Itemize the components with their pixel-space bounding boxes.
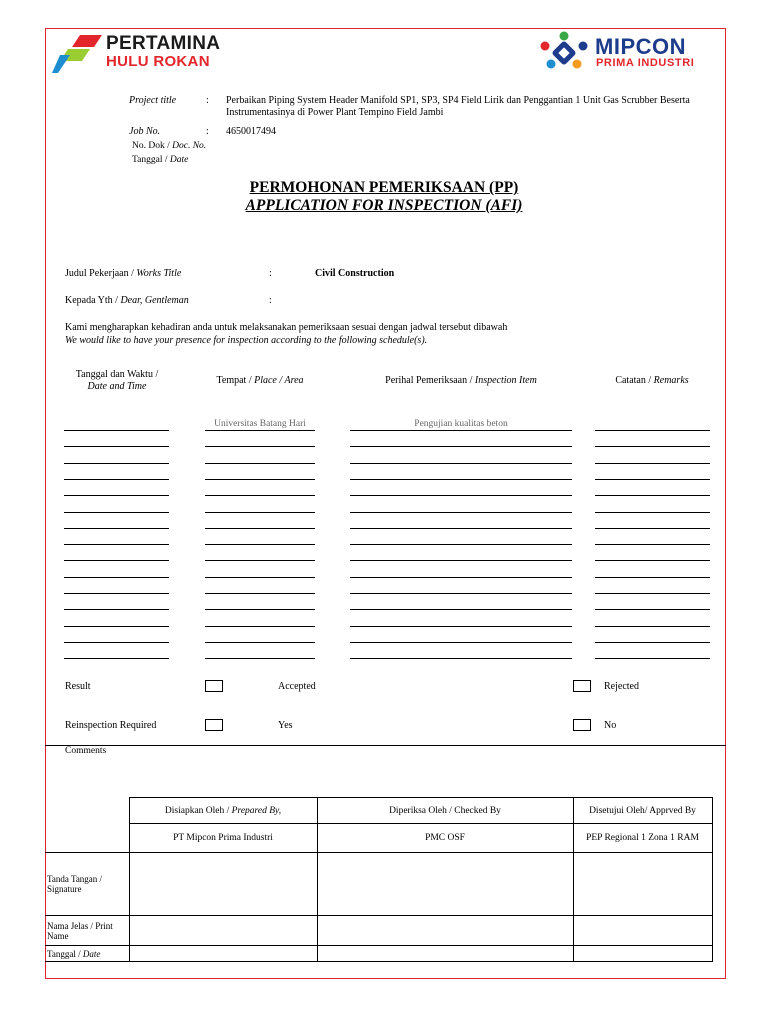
row1-place: Universitas Batang Hari: [214, 419, 306, 429]
schedule-line-place: [205, 512, 315, 513]
header-remarks: Catatan / Remarks: [615, 375, 689, 386]
schedule-line-date: [64, 495, 169, 496]
schedule-line-remarks: [595, 528, 710, 529]
schedule-line-item: [350, 560, 572, 561]
schedule-line-place: [205, 430, 315, 431]
schedule-line-item: [350, 593, 572, 594]
schedule-line-remarks: [595, 463, 710, 464]
schedule-line-place: [205, 609, 315, 610]
dear-label: Kepada Yth / Dear, Gentleman: [65, 295, 189, 306]
schedule-line-place: [205, 626, 315, 627]
schedule-line-date: [64, 463, 169, 464]
schedule-line-date: [64, 512, 169, 513]
prima-industri-name: PRIMA INDUSTRI: [596, 57, 695, 69]
schedule-line-place: [205, 593, 315, 594]
header-date-time: Tanggal dan Waktu / Date and Time: [75, 369, 159, 392]
checked-name-cell[interactable]: [317, 916, 573, 946]
schedule-line-place: [205, 577, 315, 578]
approved-by-header: Disetujui Oleh/ Apprved By: [573, 798, 712, 824]
schedule-line-item: [350, 479, 572, 480]
schedule-line-date: [64, 446, 169, 447]
schedule-line-date: [64, 430, 169, 431]
schedule-line-remarks: [595, 577, 710, 578]
schedule-line-remarks: [595, 560, 710, 561]
checked-company: PMC OSF: [317, 824, 573, 853]
schedule-line-item: [350, 512, 572, 513]
works-title-value: Civil Construction: [315, 268, 395, 279]
schedule-line-date: [64, 626, 169, 627]
schedule-line-item: [350, 642, 572, 643]
title-english: APPLICATION FOR INSPECTION (AFI): [245, 197, 523, 214]
reinspection-label: Reinspection Required: [65, 720, 157, 731]
prepared-date-cell[interactable]: [129, 946, 317, 962]
schedule-line-date: [64, 544, 169, 545]
sig-empty-corner: [45, 798, 129, 824]
prepared-name-cell[interactable]: [129, 916, 317, 946]
project-title-label: Project title: [129, 95, 177, 106]
project-title-colon: :: [206, 95, 209, 106]
schedule-line-date: [64, 658, 169, 659]
checked-date-cell[interactable]: [317, 946, 573, 962]
approved-name-cell[interactable]: [573, 916, 712, 946]
schedule-line-place: [205, 446, 315, 447]
date-row-label: Tanggal / Date: [45, 946, 129, 962]
rejected-checkbox[interactable]: [573, 680, 591, 692]
mipcon-logo: [537, 30, 712, 74]
prepared-by-header: Disiapkan Oleh / Prepared By,: [129, 798, 317, 824]
job-no-label: Job No.: [129, 126, 161, 137]
schedule-line-item: [350, 463, 572, 464]
sig-empty-corner-2: [45, 824, 129, 853]
schedule-line-item: [350, 544, 572, 545]
works-title-label: Judul Pekerjaan / Works Title: [65, 268, 182, 279]
no-checkbox[interactable]: [573, 719, 591, 731]
job-no-value: 4650017494: [226, 126, 276, 137]
schedule-line-place: [205, 642, 315, 643]
schedule-line-item: [350, 528, 572, 529]
prepared-company: PT Mipcon Prima Industri: [129, 824, 317, 853]
job-no-colon: :: [206, 126, 209, 137]
title-indonesian: PERMOHONAN PEMERIKSAAN (PP): [249, 179, 519, 196]
schedule-line-date: [64, 479, 169, 480]
schedule-line-remarks: [595, 658, 710, 659]
result-label: Result: [65, 681, 91, 692]
approved-company: PEP Regional 1 Zona 1 RAM: [573, 824, 712, 853]
signature-table: [45, 797, 713, 962]
schedule-line-date: [64, 642, 169, 643]
accepted-checkbox[interactable]: [205, 680, 223, 692]
schedule-line-date: [64, 528, 169, 529]
checked-signature-cell[interactable]: [317, 853, 573, 916]
intro-english: We would like to have your presence for inspection according to the following schedule(s).: [65, 335, 428, 346]
checked-by-header: Diperiksa Oleh / Checked By: [317, 798, 573, 824]
schedule-line-date: [64, 593, 169, 594]
signature-row-label: Tanda Tangan / Signature: [45, 853, 129, 916]
schedule-line-remarks: [595, 430, 710, 431]
schedule-line-item: [350, 495, 572, 496]
comments-label: Comments: [65, 746, 107, 756]
schedule-line-place: [205, 463, 315, 464]
accepted-label: Accepted: [278, 681, 316, 692]
prepared-signature-cell[interactable]: [129, 853, 317, 916]
schedule-line-item: [350, 577, 572, 578]
schedule-line-item: [350, 626, 572, 627]
schedule-line-remarks: [595, 512, 710, 513]
schedule-line-place: [205, 544, 315, 545]
mipcon-emblem-icon: [537, 30, 591, 74]
schedule-line-remarks: [595, 626, 710, 627]
pertamina-name: PERTAMINA: [106, 33, 221, 54]
schedule-line-place: [205, 528, 315, 529]
rejected-label: Rejected: [604, 681, 639, 692]
intro-indonesian: Kami mengharapkan kehadiran anda untuk melaksanakan pemeriksaan sesuai dengan jadwal tersebut dibawah: [65, 322, 508, 333]
no-label: No: [604, 720, 617, 731]
mipcon-name: MIPCON: [595, 34, 686, 59]
pertamina-emblem-icon: [52, 33, 104, 75]
pertamina-logo: [52, 33, 222, 77]
header-place: Tempat / Place / Area: [216, 375, 304, 386]
schedule-line-place: [205, 658, 315, 659]
header-inspection-item: Perihal Pemeriksaan / Inspection Item: [385, 375, 537, 386]
schedule-line-remarks: [595, 544, 710, 545]
approved-signature-cell[interactable]: [573, 853, 712, 916]
schedule-line-remarks: [595, 609, 710, 610]
approved-date-cell[interactable]: [573, 946, 712, 962]
schedule-line-item: [350, 609, 572, 610]
schedule-line-remarks: [595, 642, 710, 643]
schedule-line-date: [64, 560, 169, 561]
schedule-line-place: [205, 560, 315, 561]
schedule-line-item: [350, 658, 572, 659]
schedule-line-remarks: [595, 495, 710, 496]
hulu-rokan-name: HULU ROKAN: [106, 53, 210, 70]
doc-no-label: No. Dok / Doc. No.: [132, 141, 207, 151]
schedule-line-item: [350, 446, 572, 447]
schedule-line-place: [205, 479, 315, 480]
schedule-line-item: [350, 430, 572, 431]
yes-checkbox[interactable]: [205, 719, 223, 731]
date-label: Tanggal / Date: [132, 155, 189, 165]
works-title-colon: :: [269, 268, 272, 279]
row1-inspection-item: Pengujian kualitas beton: [414, 419, 508, 429]
project-title-value: Perbaikan Piping System Header Manifold SP1, SP3, SP4 Field Lirik dan Penggantian 1 Unit Gas Scrubber Beserta Instrumentasinya di Power Plant Tempino Field Jambi: [226, 95, 690, 118]
schedule-line-remarks: [595, 446, 710, 447]
schedule-line-date: [64, 577, 169, 578]
dear-colon: :: [269, 295, 272, 306]
schedule-line-remarks: [595, 479, 710, 480]
schedule-line-remarks: [595, 593, 710, 594]
print-name-row-label: Nama Jelas / Print Name: [45, 916, 129, 946]
comments-divider: [45, 745, 726, 746]
schedule-line-date: [64, 609, 169, 610]
schedule-line-place: [205, 495, 315, 496]
yes-label: Yes: [278, 720, 293, 731]
